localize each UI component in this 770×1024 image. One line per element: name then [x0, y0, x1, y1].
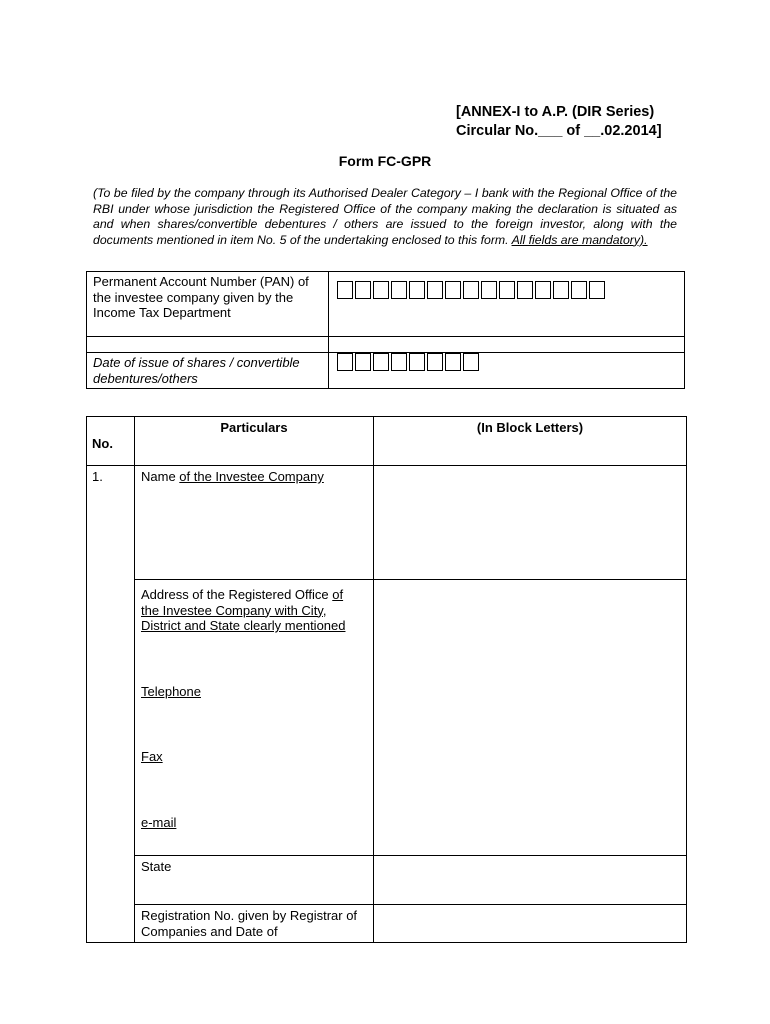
date-character-box[interactable] — [373, 353, 389, 371]
pan-character-box[interactable] — [427, 281, 443, 299]
spacer-cell — [87, 337, 329, 353]
pan-character-box[interactable] — [373, 281, 389, 299]
address-block — [135, 580, 374, 856]
pan-character-box[interactable] — [391, 281, 407, 299]
address-underlined-b: the Investee Company with City, District and State clearly mentioned — [141, 602, 346, 633]
address-contact-field[interactable] — [374, 580, 687, 856]
date-character-boxes[interactable] — [337, 353, 684, 371]
investee-company-name-label — [135, 466, 374, 580]
date-character-box[interactable] — [427, 353, 443, 371]
date-character-box[interactable] — [355, 353, 371, 371]
row-number: 1. — [87, 466, 135, 580]
pan-character-box[interactable] — [553, 281, 569, 299]
state-field[interactable] — [374, 856, 687, 905]
form-title: Form FC-GPR — [338, 153, 432, 169]
pan-character-box[interactable] — [355, 281, 371, 299]
address-underlined-a: of — [332, 587, 344, 602]
registration-number-field[interactable] — [374, 905, 687, 943]
row-number-empty — [87, 856, 135, 905]
date-character-box[interactable] — [391, 353, 407, 371]
row-number-empty — [87, 580, 135, 856]
pan-character-box[interactable] — [517, 281, 533, 299]
date-character-box[interactable] — [463, 353, 479, 371]
name-underlined: of the Investee Company — [179, 469, 324, 484]
pan-character-box[interactable] — [463, 281, 479, 299]
date-of-issue-label: Date of issue of shares / convertible debentures/others — [87, 353, 329, 389]
date-input-cell — [329, 353, 685, 389]
column-header-block-letters: (In Block Letters) — [374, 417, 687, 466]
state-label: State — [135, 856, 374, 905]
pan-character-box[interactable] — [337, 281, 353, 299]
instructions — [93, 186, 677, 248]
date-character-box[interactable] — [409, 353, 425, 371]
pan-character-box[interactable] — [445, 281, 461, 299]
address-prefix: Address of the Registered Office — [141, 587, 333, 602]
pan-character-box[interactable] — [535, 281, 551, 299]
registered-office-address-label — [141, 587, 367, 634]
annex-reference — [456, 103, 662, 141]
row-number-empty — [87, 905, 135, 943]
pan-character-box[interactable] — [589, 281, 605, 299]
telephone-label: Telephone — [141, 683, 201, 699]
pan-character-box[interactable] — [481, 281, 497, 299]
pan-character-box[interactable] — [409, 281, 425, 299]
email-label: e-mail — [141, 814, 177, 830]
pan-character-boxes[interactable] — [337, 281, 684, 299]
name-prefix: Name — [141, 469, 180, 484]
pan-character-box[interactable] — [499, 281, 515, 299]
column-header-no: No. — [87, 417, 135, 466]
pan-character-box[interactable] — [571, 281, 587, 299]
annex-line-1: [ANNEX-I to A.P. (DIR Series) — [456, 104, 655, 120]
investee-company-name-field[interactable] — [374, 466, 687, 580]
particulars-table — [86, 416, 687, 943]
column-header-particulars: Particulars — [135, 417, 374, 466]
instructions-mandatory-note: All fields are mandatory). — [511, 232, 648, 247]
pan-label: Permanent Account Number (PAN) of the investee company given by the Income Tax Department — [87, 272, 329, 337]
annex-line-2: Circular No.___ of __.02.2014] — [456, 123, 662, 139]
date-character-box[interactable] — [445, 353, 461, 371]
pan-input-cell — [329, 272, 685, 337]
identification-table — [86, 271, 685, 389]
registration-number-label: Registration No. given by Registrar of Companies and Date of — [135, 905, 374, 943]
date-character-box[interactable] — [337, 353, 353, 371]
fax-label: Fax — [141, 749, 163, 764]
instructions-text: (To be filed by the company through its Authorised Dealer Category – I bank with the Regional Office of the RBI under whose jurisdiction the Registered Office of the company making the declaration is situated as and when shares/convertible debentures / others are issued to the foreign investor, along with the documents mentioned in item No. 5 of the undertaking enclosed to this form. — [93, 186, 677, 247]
spacer-cell — [329, 337, 685, 353]
